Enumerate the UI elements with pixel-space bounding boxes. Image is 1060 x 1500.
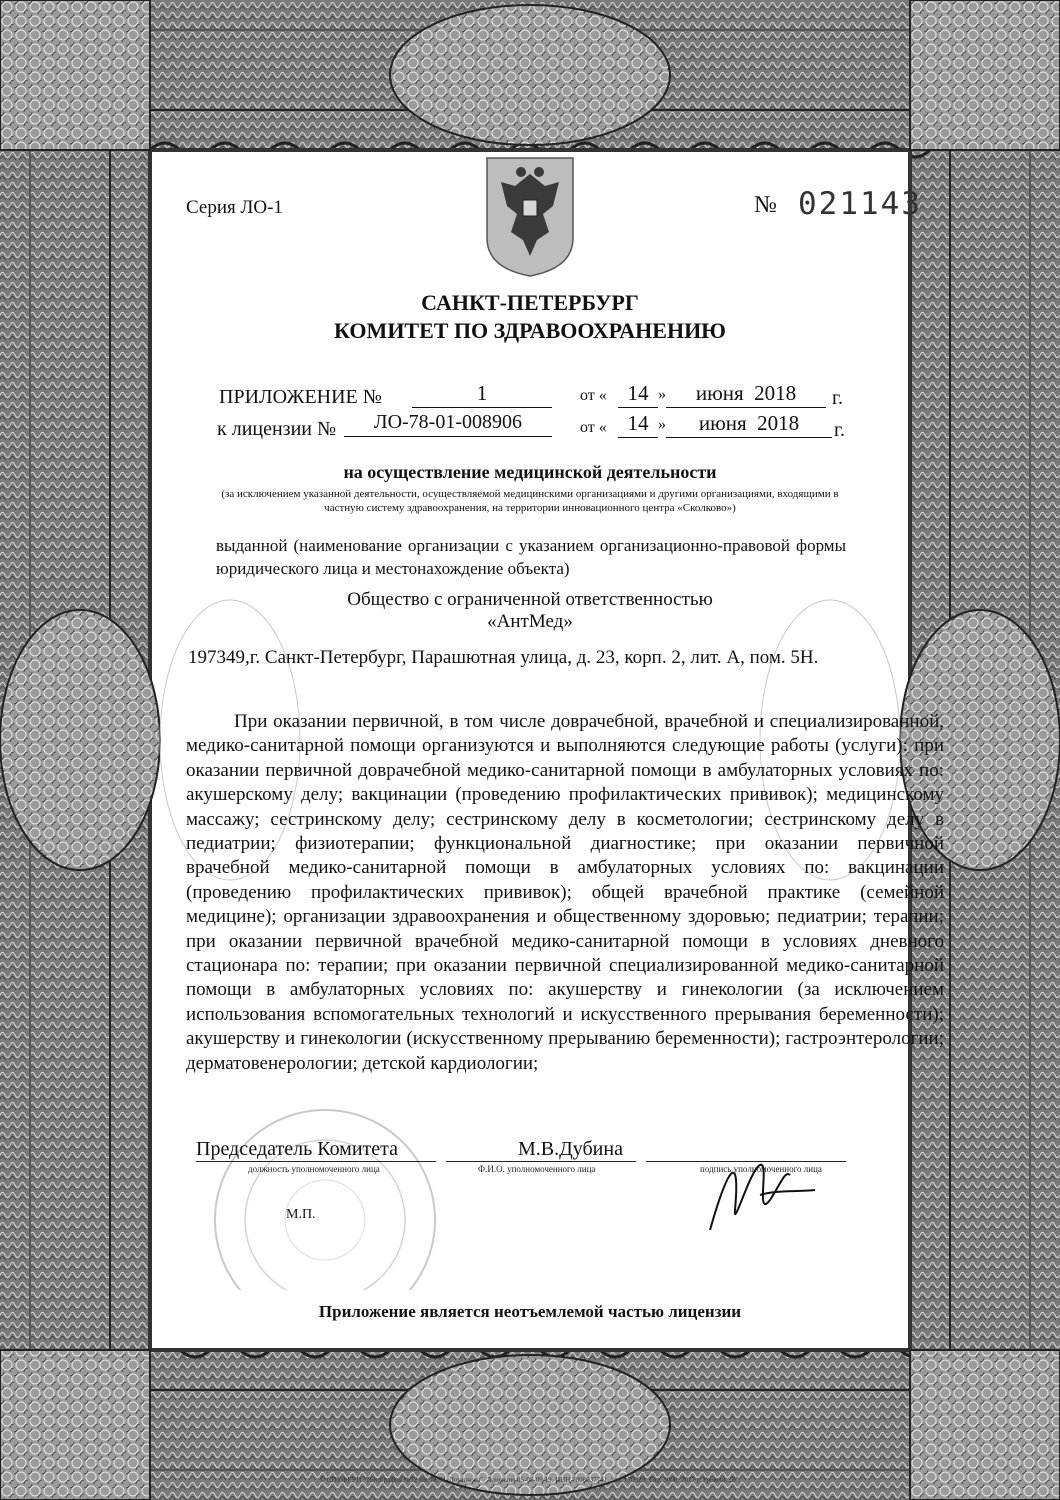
license-day: 14: [618, 411, 658, 438]
document-number: 021143: [798, 186, 922, 222]
license-number: ЛО-78-01-008906: [344, 410, 552, 437]
number-sign: №: [754, 192, 777, 218]
issued-to-caption: выданной (наименование организации с указанием организационно-правовой формы юридического лица и местонахождение объекта): [216, 536, 846, 578]
services-list: При оказании первичной, в том числе доврачебной, врачебной и специализированной, медико-санитарной помощи организуются и выполняются следующие работы (услуги): при оказании первичной доврачебной медико-санитарной помощи в амбулаторных условиях по: акушерскому делу; вакцинации (проведению профилактических прививок); медицинскому массажу; сестринскому делу; сестринскому делу в косметологии; сестринскому делу в педиатрии; физиотерапии; функциональной диагностике; при оказании первичной врачебной медико-санитарной помощи в амбулаторных условиях по: вакцинации (проведению профилактических прививок); общей врачебной практике (семейной медицине); организации здравоохранения и общественному здоровью; педиатрии; терапии; при оказании первичной врачебной медико-санитарной помощи в условиях дневного стационара по: терапии; при оказании первичной специализированной медико-санитарной помощи в амбулаторных условиях по: акушерству и гинекологии (за исключением использования вспомогательных технологий и искусственного прерывания беременности); акушерству и гинекологии (искусственному прерыванию беременности); гастроэнтерологии; дерматовенерологии; детской кардиологии;: [186, 711, 944, 1074]
stamp-place-label: М.П.: [286, 1207, 316, 1222]
name-line: [446, 1161, 636, 1162]
license-day-close: »: [658, 416, 666, 433]
license-year-suffix: г.: [834, 419, 845, 441]
printer-imprint: © СПб ФГУП "Типография №12 им. М. И. Лоханкова". Лицензия 05-05-09/19. ИНН 7808037741. Зак. 170329. Тир. 3000. 2017 г. Уровень „Б".: [319, 1476, 741, 1484]
coat-of-arms-icon: [481, 156, 579, 278]
footer-note: Приложение является неотъемлемой частью лицензии: [318, 1302, 742, 1321]
activity-title: на осуществление медицинской деятельности: [343, 462, 717, 482]
name-caption: Ф.И.О. уполномоченного лица: [478, 1164, 596, 1174]
activity-exclusion-note: (за исключением указанной деятельности, осуществляемой медицинскими организациями и другими организациями, входящими в частную систему здравоохранения, на территории инновационного центра «Сколково»): [221, 488, 839, 514]
organization-name: [0, 589, 1060, 633]
license-label: к лицензии №: [217, 418, 337, 440]
signatory-position: Председатель Комитета: [196, 1138, 399, 1160]
position-line: [196, 1161, 436, 1162]
organization-form: Общество с ограниченной ответственностью: [347, 589, 713, 610]
appendix-from-label: от «: [580, 387, 607, 404]
round-seal: [200, 1100, 450, 1290]
signatory-name: М.В.Дубина: [518, 1138, 623, 1160]
appendix-label: ПРИЛОЖЕНИЕ №: [219, 386, 382, 408]
appendix-day: 14: [618, 381, 658, 408]
appendix-month-year: июня 2018: [666, 381, 826, 408]
appendix-number: 1: [412, 381, 552, 408]
sign-caption: подпись уполномоченного лица: [700, 1164, 822, 1174]
committee-title: КОМИТЕТ ПО ЗДРАВООХРАНЕНИЮ: [334, 318, 726, 343]
organization-short-name: «АнтМед»: [487, 611, 573, 632]
city-title: САНКТ-ПЕТЕРБУРГ: [421, 290, 639, 315]
license-month-year: июня 2018: [666, 411, 832, 438]
handwritten-signature: [700, 1150, 820, 1240]
appendix-day-close: »: [658, 386, 666, 403]
organization-address: 197349,г. Санкт-Петербург, Парашютная улица, д. 23, корп. 2, лит. А, пом. 5Н.: [188, 647, 819, 668]
appendix-year-suffix: г.: [832, 387, 843, 409]
position-caption: должность уполномоченного лица: [248, 1164, 380, 1174]
series-label: Серия ЛО-1: [186, 197, 283, 218]
license-from-label: от «: [580, 419, 607, 436]
